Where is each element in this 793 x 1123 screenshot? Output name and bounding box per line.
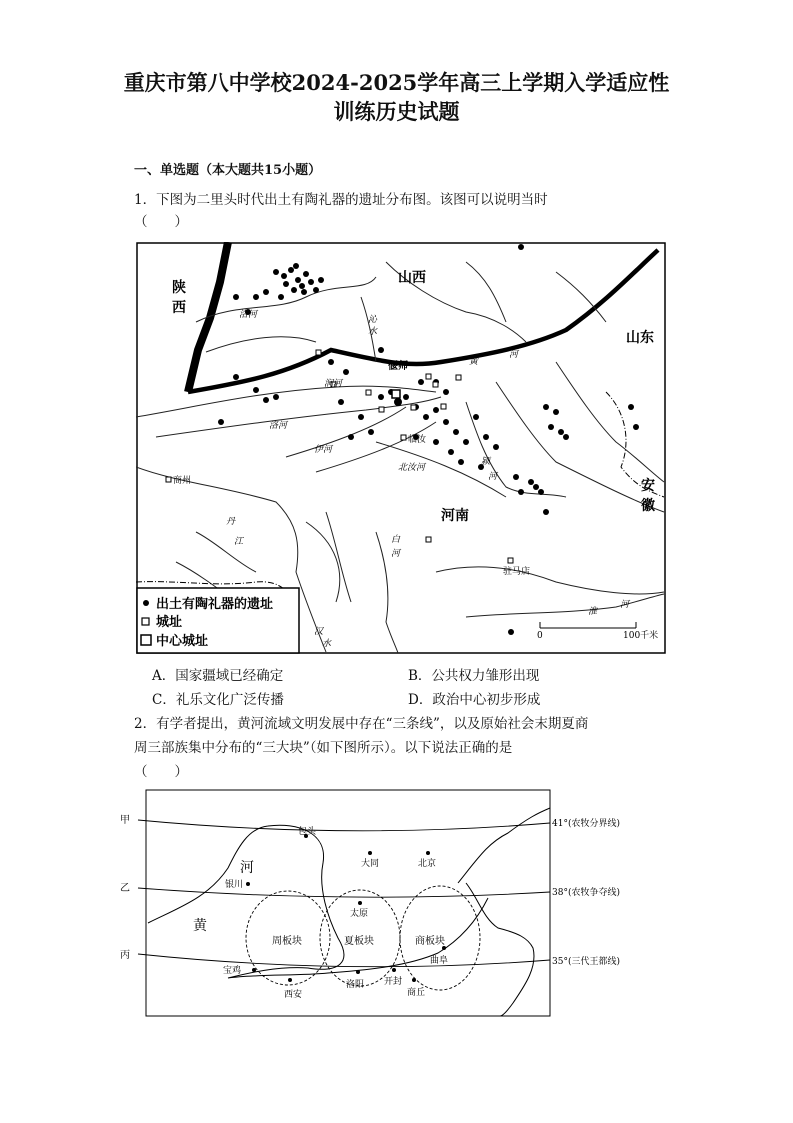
- label-shandong: 山东: [626, 330, 654, 346]
- label-yinchuan: 银川: [225, 880, 244, 890]
- label-zhumadian: 驻马店: [503, 567, 531, 577]
- label-beiruhe: 北汝河: [398, 463, 426, 473]
- q1-option-a[interactable]: A．国家疆域已经确定: [152, 668, 284, 684]
- label-yihe: 伊河: [314, 445, 333, 455]
- label-linru: 临汝: [408, 435, 427, 445]
- label-jianhe: 涧河: [324, 379, 343, 389]
- label-xian: 西安: [284, 990, 303, 1000]
- label-line-35: 35°(三代王都线): [552, 957, 620, 967]
- label-danjiang-2: 江: [234, 537, 244, 547]
- label-danjiang-1: 丹: [226, 517, 236, 527]
- label-taiyuan: 太原: [350, 909, 369, 919]
- q1-stem: 1．下图为二里头时代出土有陶礼器的遗址分布图。该图可以说明当时: [134, 192, 548, 208]
- label-yinghe-2: 河: [488, 472, 498, 482]
- letter-bing: 丙: [120, 950, 130, 961]
- legend-site: 出土有陶礼器的遗址: [156, 597, 274, 612]
- q1-option-b[interactable]: B．公共权力雏形出现: [408, 668, 540, 684]
- label-anhui-1: 安: [641, 478, 655, 494]
- label-yanshi: 偃师: [388, 361, 408, 372]
- legend-city: 城址: [156, 615, 183, 630]
- label-qinshui-1: 沁: [368, 315, 378, 325]
- three-lines-map: [118, 788, 678, 1020]
- q1-option-d[interactable]: D．政治中心初步形成: [408, 692, 541, 708]
- erlitou-site-map: [136, 242, 666, 654]
- legend-center-city: 中心城址: [156, 634, 209, 649]
- label-kaifeng: 开封: [384, 977, 403, 987]
- label-line-41: 41°(农牧分界线): [552, 819, 620, 829]
- label-baihe-2: 河: [391, 549, 401, 559]
- label-baihe-1: 白: [391, 535, 401, 545]
- section-heading: 一、单选题（本大题共15小题）: [134, 163, 322, 178]
- label-river-huang: 黄: [193, 918, 207, 934]
- label-henan: 河南: [441, 508, 469, 524]
- label-xia-block: 夏板块: [344, 936, 374, 947]
- label-luohe-north: 洛河: [239, 310, 258, 320]
- q2-stem-line1: 2．有学者提出，黄河流域文明发展中存在“三条线”，以及原始社会末期夏商: [134, 716, 589, 732]
- label-huang: 黄: [469, 357, 479, 367]
- label-baotou: 包头: [298, 827, 317, 837]
- scale-distance: 100千米: [623, 631, 659, 641]
- page-title-line2: 训练历史试题: [333, 99, 460, 124]
- scale-zero: 0: [537, 631, 543, 641]
- label-shangzhou: 商州: [173, 476, 192, 486]
- label-zhou-block: 周板块: [272, 936, 302, 947]
- label-shangqiu: 商丘: [407, 988, 426, 998]
- q2-stem-line2: 周三部族集中分布的“三大块”（如下图所示）。以下说法正确的是: [134, 740, 513, 756]
- q1-answer-blank: （ ）: [134, 214, 188, 230]
- label-baoji: 宝鸡: [223, 966, 242, 976]
- q1-option-c[interactable]: C．礼乐文化广泛传播: [152, 692, 284, 708]
- label-huai: 淮: [588, 607, 598, 617]
- label-he: 河: [509, 350, 519, 360]
- label-datong: 大同: [361, 859, 380, 869]
- label-shang-block: 商板块: [415, 936, 445, 947]
- label-luohe: 洛河: [269, 421, 288, 431]
- label-beijing: 北京: [418, 859, 437, 869]
- label-river-he: 河: [240, 860, 254, 876]
- label-qufu: 曲阜: [430, 956, 449, 966]
- page-title-line1: 重庆市第八中学校2024-2025学年高三上学期入学适应性: [123, 70, 670, 95]
- letter-yi: 乙: [120, 883, 130, 894]
- label-shaanxi-1: 陕: [172, 280, 186, 296]
- label-shanxi: 山西: [398, 270, 426, 286]
- label-hanshui-1: 汉: [314, 627, 324, 637]
- label-hanshui-2: 水: [322, 639, 332, 649]
- label-yinghe-1: 颍: [481, 457, 491, 467]
- map1-legend: [137, 588, 299, 653]
- label-shaanxi-2: 西: [172, 300, 186, 316]
- label-line-38: 38°(农牧争夺线): [552, 888, 620, 898]
- label-huaihe-he: 河: [620, 600, 630, 610]
- letter-jia: 甲: [120, 815, 130, 826]
- label-luoyang: 洛阳: [346, 980, 365, 990]
- q2-answer-blank: （ ）: [134, 764, 188, 780]
- label-anhui-2: 徽: [641, 498, 655, 514]
- label-qinshui-2: 水: [368, 327, 378, 337]
